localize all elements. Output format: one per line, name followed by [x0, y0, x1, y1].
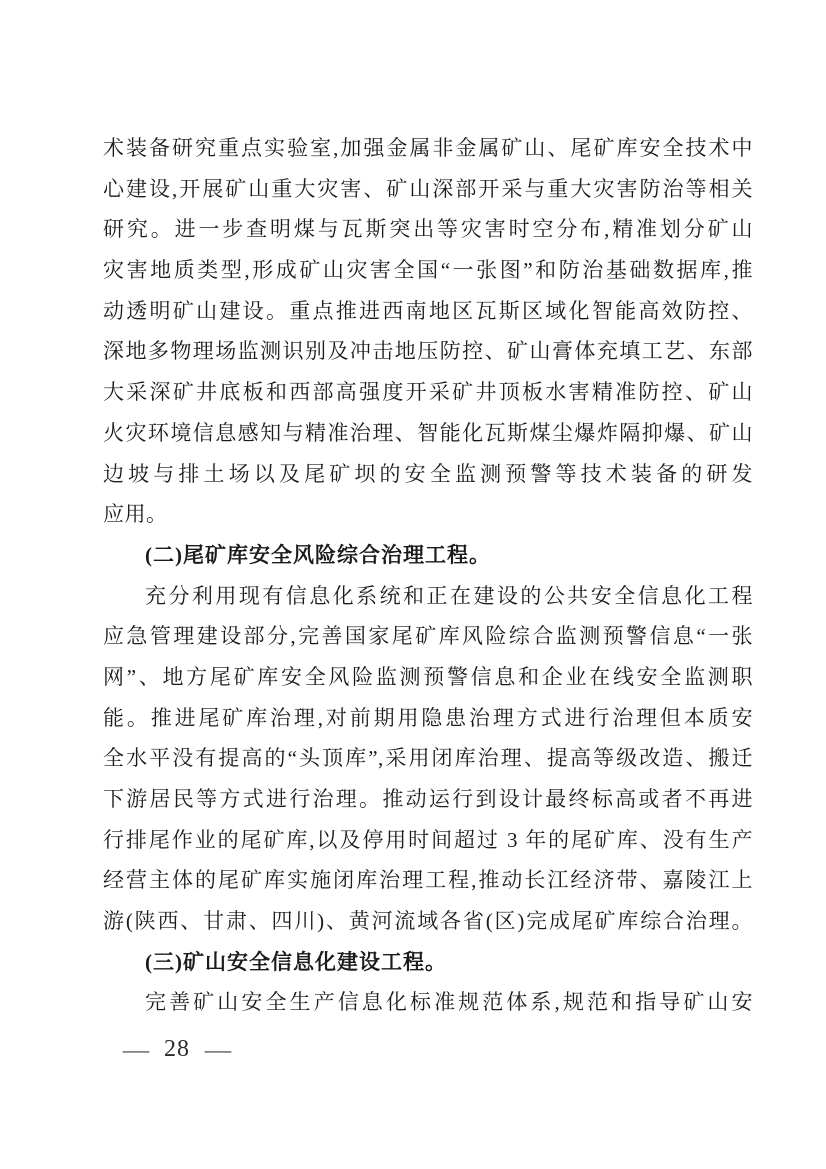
- footer-dash-right: —: [204, 1036, 232, 1062]
- text-line: 经营主体的尾矿库实施闭库治理工程,推动长江经济带、嘉陵江上: [103, 868, 753, 893]
- text-line: 应用。: [103, 502, 168, 527]
- text-line: 大采深矿井底板和西部高强度开采矿井顶板水害精准防控、矿山: [103, 380, 753, 405]
- text-line: 全水平没有提高的“头顶库”,采用闭库治理、提高等级改造、搬迁: [103, 746, 753, 771]
- text-line: 火灾环境信息感知与精准治理、智能化瓦斯煤尘爆炸隔抑爆、矿山: [103, 420, 753, 445]
- text-line: 术装备研究重点实验室,加强金属非金属矿山、尾矿库安全技术中: [103, 136, 753, 160]
- document-body: [103, 128, 753, 1023]
- text-line: 完善矿山安全生产信息化标准规范体系,规范和指导矿山安: [145, 990, 753, 1015]
- text-line: 灾害地质类型,形成矿山灾害全国“一张图”和防治基础数据库,推: [103, 258, 753, 283]
- text-line: 能。推进尾矿库治理,对前期用隐患治理方式进行治理但本质安: [103, 705, 753, 730]
- section-heading: (三)矿山安全信息化建设工程。: [145, 949, 447, 974]
- text-line: 应急管理建设部分,完善国家尾矿库风险综合监测预警信息“一张: [103, 624, 753, 649]
- text-line: 研究。进一步查明煤与瓦斯突出等灾害时空分布,精准划分矿山: [103, 217, 753, 242]
- page-footer: [122, 1036, 232, 1063]
- text-line: 行排尾作业的尾矿库,以及停用时间超过 3 年的尾矿库、没有生产: [103, 827, 753, 852]
- text-line: 深地多物理场监测识别及冲击地压防控、矿山膏体充填工艺、东部: [103, 339, 753, 364]
- section-heading: (二)尾矿库安全风险综合治理工程。: [145, 542, 491, 567]
- page-number: 28: [164, 1036, 190, 1062]
- text-line: 充分利用现有信息化系统和正在建设的公共安全信息化工程: [145, 583, 753, 608]
- text-line: 下游居民等方式进行治理。推动运行到设计最终标高或者不再进: [103, 787, 753, 811]
- text-line: 动透明矿山建设。重点推进西南地区瓦斯区域化智能高效防控、: [103, 298, 753, 323]
- text-line: 边坡与排土场以及尾矿坝的安全监测预警等技术装备的研发: [103, 461, 753, 486]
- text-line: 游(陕西、甘肃、四川)、黄河流域各省(区)完成尾矿库综合治理。: [103, 909, 753, 934]
- text-line: 心建设,开展矿山重大灾害、矿山深部开采与重大灾害防治等相关: [103, 176, 753, 201]
- text-line: 网”、地方尾矿库安全风险监测预警信息和企业在线安全监测职: [103, 664, 753, 689]
- footer-dash-left: —: [122, 1036, 150, 1062]
